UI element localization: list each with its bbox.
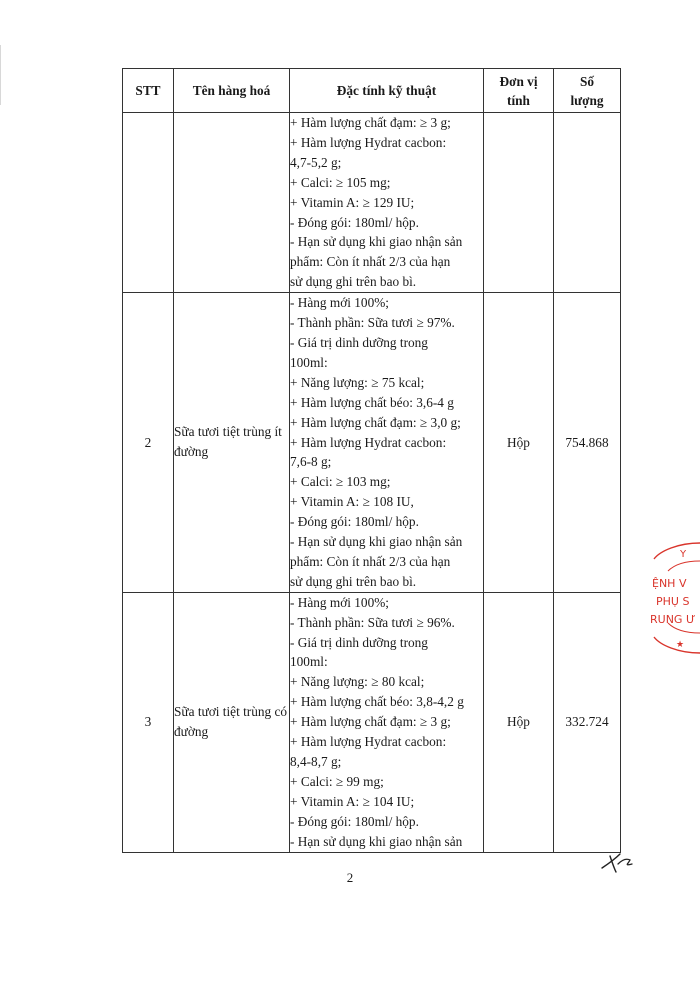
spec-line: + Hàm lượng Hydrat cacbon: (290, 734, 447, 750)
row-name-cell: Sữa tươi tiệt trùng ít đường (174, 293, 290, 593)
spec-line: + Calci: ≥ 103 mg; (290, 474, 391, 490)
technical-spec-table (122, 68, 621, 853)
header-unit (484, 69, 554, 113)
header-stt: STT (123, 69, 174, 113)
spec-line: 7,6-8 g; (290, 454, 332, 470)
spec-line: - Giá trị dinh dưỡng trong (290, 334, 428, 350)
spec-line: - Giá trị dinh dưỡng trong (290, 634, 428, 650)
spec-line: - Hàng mới 100%; (290, 295, 389, 311)
spec-line: phẩm: Còn ít nhất 2/3 của hạn (290, 553, 451, 569)
page-number: 2 (346, 870, 354, 885)
row-stt-cell: 2 (123, 293, 174, 593)
row-qty-cell: 754.868 (554, 293, 621, 593)
spec-line: 8,4-8,7 g; (290, 754, 342, 769)
spec-line: 100ml: (290, 654, 328, 670)
row-stt-cell (123, 113, 174, 293)
row-unit-cell (484, 113, 554, 293)
table-row (123, 293, 621, 593)
spec-line: + Vitamin A: ≥ 104 IU; (290, 793, 415, 809)
spec-line: + Calci: ≥ 105 mg; (290, 174, 391, 190)
spec-line: 4,7-5,2 g; (290, 154, 342, 170)
spec-line: - Thành phần: Sữa tươi ≥ 96%. (290, 614, 455, 630)
row-stt-cell: 3 (123, 592, 174, 852)
stamp-inner-ring-top (668, 561, 700, 571)
spec-line: + Vitamin A: ≥ 108 IU, (290, 494, 414, 510)
spec-line: - Thành phần: Sữa tươi ≥ 97%. (290, 315, 455, 331)
spec-line: + Hàm lượng Hydrat cacbon: (290, 434, 447, 450)
spec-line: + Hàm lượng chất béo: 3,6-4 g (290, 394, 454, 410)
spec-line: sử dụng ghi trên bao bì. (290, 573, 417, 589)
row-qty-cell: 332.724 (554, 592, 621, 852)
header-qty-line1: Số (579, 73, 595, 89)
spec-line: 100ml: (290, 354, 328, 370)
row-qty-cell (554, 113, 621, 293)
row-spec-cell (290, 592, 484, 852)
spec-line: - Đóng gói: 180ml/ hộp. (290, 514, 419, 530)
stamp-text: RUNG Ư (650, 613, 696, 626)
spec-line: - Hàng mới 100%; (290, 594, 389, 610)
row-name-cell: Sữa tươi tiệt trùng có đường (174, 592, 290, 852)
header-quantity (554, 69, 621, 113)
row-spec-cell (290, 113, 484, 293)
stamp-outer-ring-top (654, 543, 700, 559)
stamp-star: ★ (676, 640, 685, 650)
spec-line: + Vitamin A: ≥ 129 IU; (290, 194, 415, 210)
spec-line: + Hàm lượng chất đạm: ≥ 3,0 g; (290, 414, 461, 430)
spec-line: + Hàm lượng chất đạm: ≥ 3 g; (290, 714, 451, 730)
row-unit-cell: Hộp (484, 293, 554, 593)
signature-initials-icon (598, 848, 638, 876)
header-unit-line2: tính (507, 92, 530, 108)
table-row (123, 592, 621, 852)
spec-line: - Hạn sử dụng khi giao nhận sản (290, 234, 463, 250)
spec-line: + Hàm lượng Hydrat cacbon: (290, 134, 447, 150)
spec-line: + Hàm lượng chất đạm: ≥ 3 g; (290, 115, 451, 130)
page-edge-line (0, 45, 1, 105)
table-row (123, 113, 621, 293)
header-technical-spec: Đặc tính kỹ thuật (290, 69, 484, 113)
header-qty-line2: lượng (570, 92, 604, 108)
spec-line: - Đóng gói: 180ml/ hộp. (290, 813, 419, 829)
stamp-text: ỆNH V (652, 577, 687, 590)
header-product-name: Tên hàng hoá (174, 69, 290, 113)
row-name-cell (174, 113, 290, 293)
row-unit-cell: Hộp (484, 592, 554, 852)
stamp-text: Y (680, 549, 687, 560)
spec-line: + Năng lượng: ≥ 80 kcal; (290, 674, 425, 690)
row-spec-cell (290, 293, 484, 593)
spec-line: - Đóng gói: 180ml/ hộp. (290, 214, 419, 230)
spec-line: - Hạn sử dụng khi giao nhận sản (290, 534, 463, 550)
spec-line: + Calci: ≥ 99 mg; (290, 773, 384, 789)
spec-line: phẩm: Còn ít nhất 2/3 của hạn (290, 254, 451, 270)
header-unit-line1: Đơn vị (499, 73, 538, 89)
official-stamp (648, 535, 700, 665)
spec-line: + Năng lượng: ≥ 75 kcal; (290, 374, 425, 390)
spec-line: - Hạn sử dụng khi giao nhận sản (290, 833, 463, 849)
stamp-text: PHỤ S (656, 595, 690, 608)
spec-line: sử dụng ghi trên bao bì. (290, 274, 417, 290)
table-header-row (123, 69, 621, 113)
spec-line: + Hàm lượng chất béo: 3,8-4,2 g (290, 694, 464, 710)
